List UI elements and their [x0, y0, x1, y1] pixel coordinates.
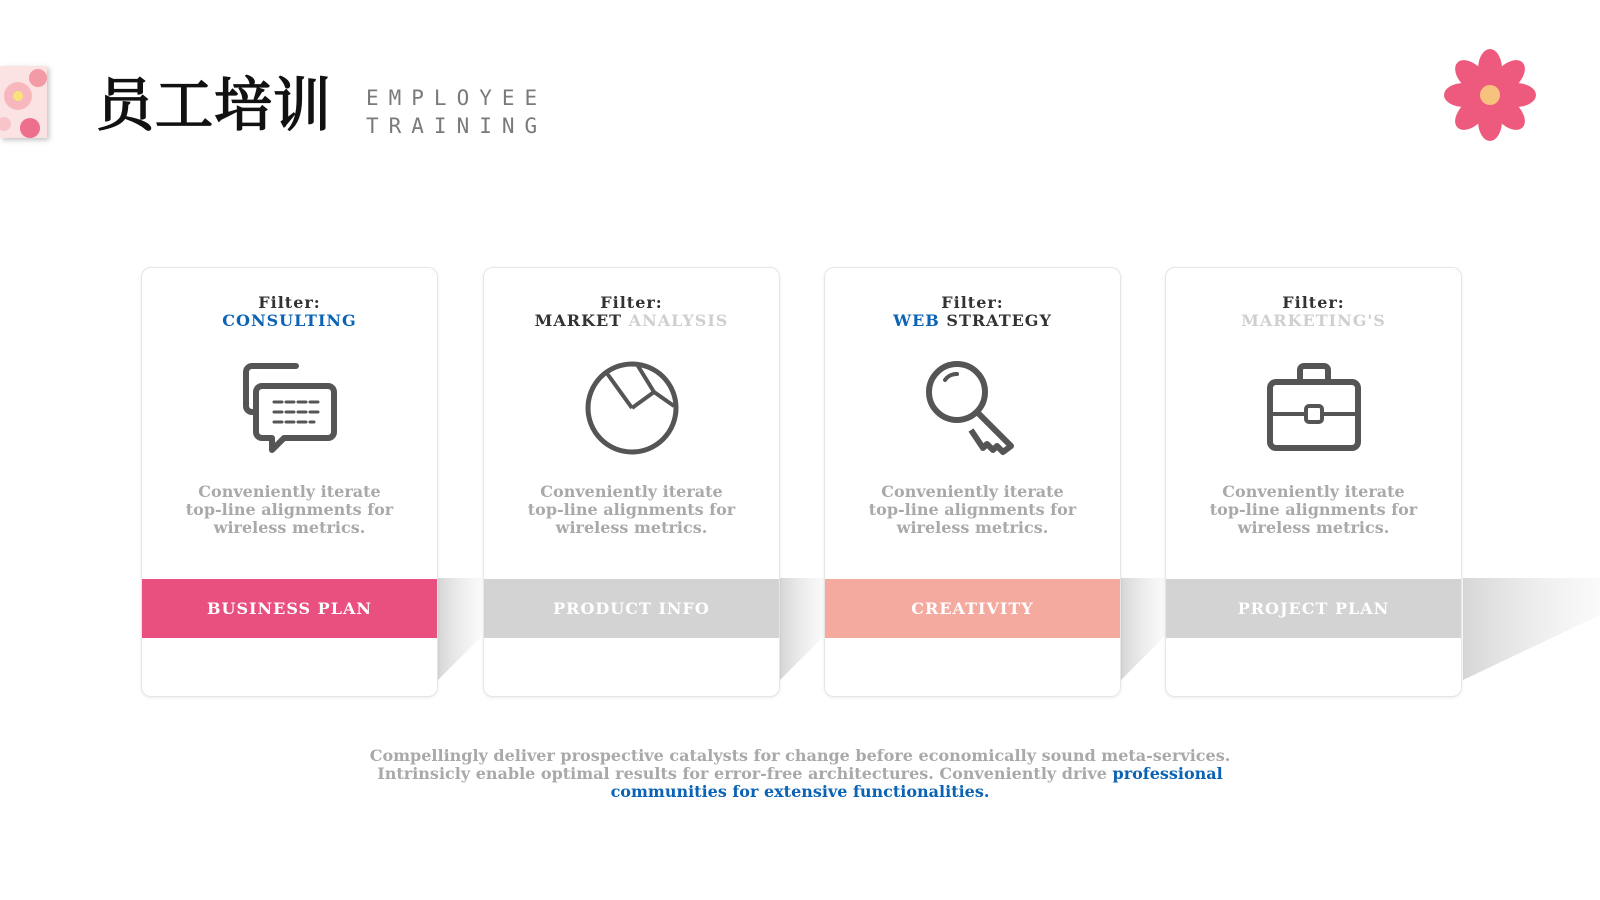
card-filter-label: Filter: — [1282, 293, 1345, 312]
card-band-creativity[interactable]: CREATIVITY — [825, 579, 1120, 638]
card-tag-primary: MARKET — [534, 311, 623, 330]
subtitle-line-1: EMPLOYEE — [366, 86, 548, 110]
card-web-strategy — [824, 267, 1121, 697]
footer-highlight-text: professional communities for extensive functionalities. — [610, 764, 1223, 801]
card-filter-label: Filter: — [600, 293, 663, 312]
pie-chart-icon — [582, 358, 682, 458]
footer-text: Compellingly deliver prospective catalysts for change before economically sound meta-services. Intrinsicly enable optimal results for error-free architectures. Conveniently drive — [369, 746, 1231, 783]
card-market-analysis — [483, 267, 780, 697]
briefcase-icon — [1264, 358, 1364, 458]
footer-paragraph — [330, 747, 1270, 801]
card-tag-primary: WEB — [893, 311, 940, 330]
card-filter-label: Filter: — [941, 293, 1004, 312]
card-tag-secondary: ANALYSIS — [628, 311, 729, 330]
card-description: Conveniently iterate top-line alignments for wireless metrics. — [185, 482, 394, 537]
card-tag — [825, 312, 1120, 330]
card-tag — [142, 312, 437, 330]
key-icon — [923, 358, 1023, 458]
card-tag-primary: MARKETING'S — [1241, 311, 1386, 330]
card-description: Conveniently iterate top-line alignments for wireless metrics. — [527, 482, 736, 537]
card-description: Conveniently iterate top-line alignments for wireless metrics. — [868, 482, 1077, 537]
card-tag — [1166, 312, 1461, 330]
card-band-business-plan[interactable]: BUSINESS PLAN — [142, 579, 437, 638]
page-title: 员工培训 — [96, 71, 333, 139]
card-filter-label: Filter: — [258, 293, 321, 312]
card-description: Conveniently iterate top-line alignments for wireless metrics. — [1209, 482, 1418, 537]
card-band-project-plan[interactable]: PROJECT PLAN — [1166, 579, 1461, 638]
card-tag-secondary: STRATEGY — [946, 311, 1052, 330]
card-band-product-info[interactable]: PRODUCT INFO — [484, 579, 779, 638]
subtitle-line-2: TRAINING — [366, 114, 548, 138]
card-consulting — [141, 267, 438, 697]
chat-bubbles-icon — [240, 358, 340, 458]
card-tag — [484, 312, 779, 330]
card-tag-primary: CONSULTING — [222, 311, 357, 330]
card-marketings — [1165, 267, 1462, 697]
